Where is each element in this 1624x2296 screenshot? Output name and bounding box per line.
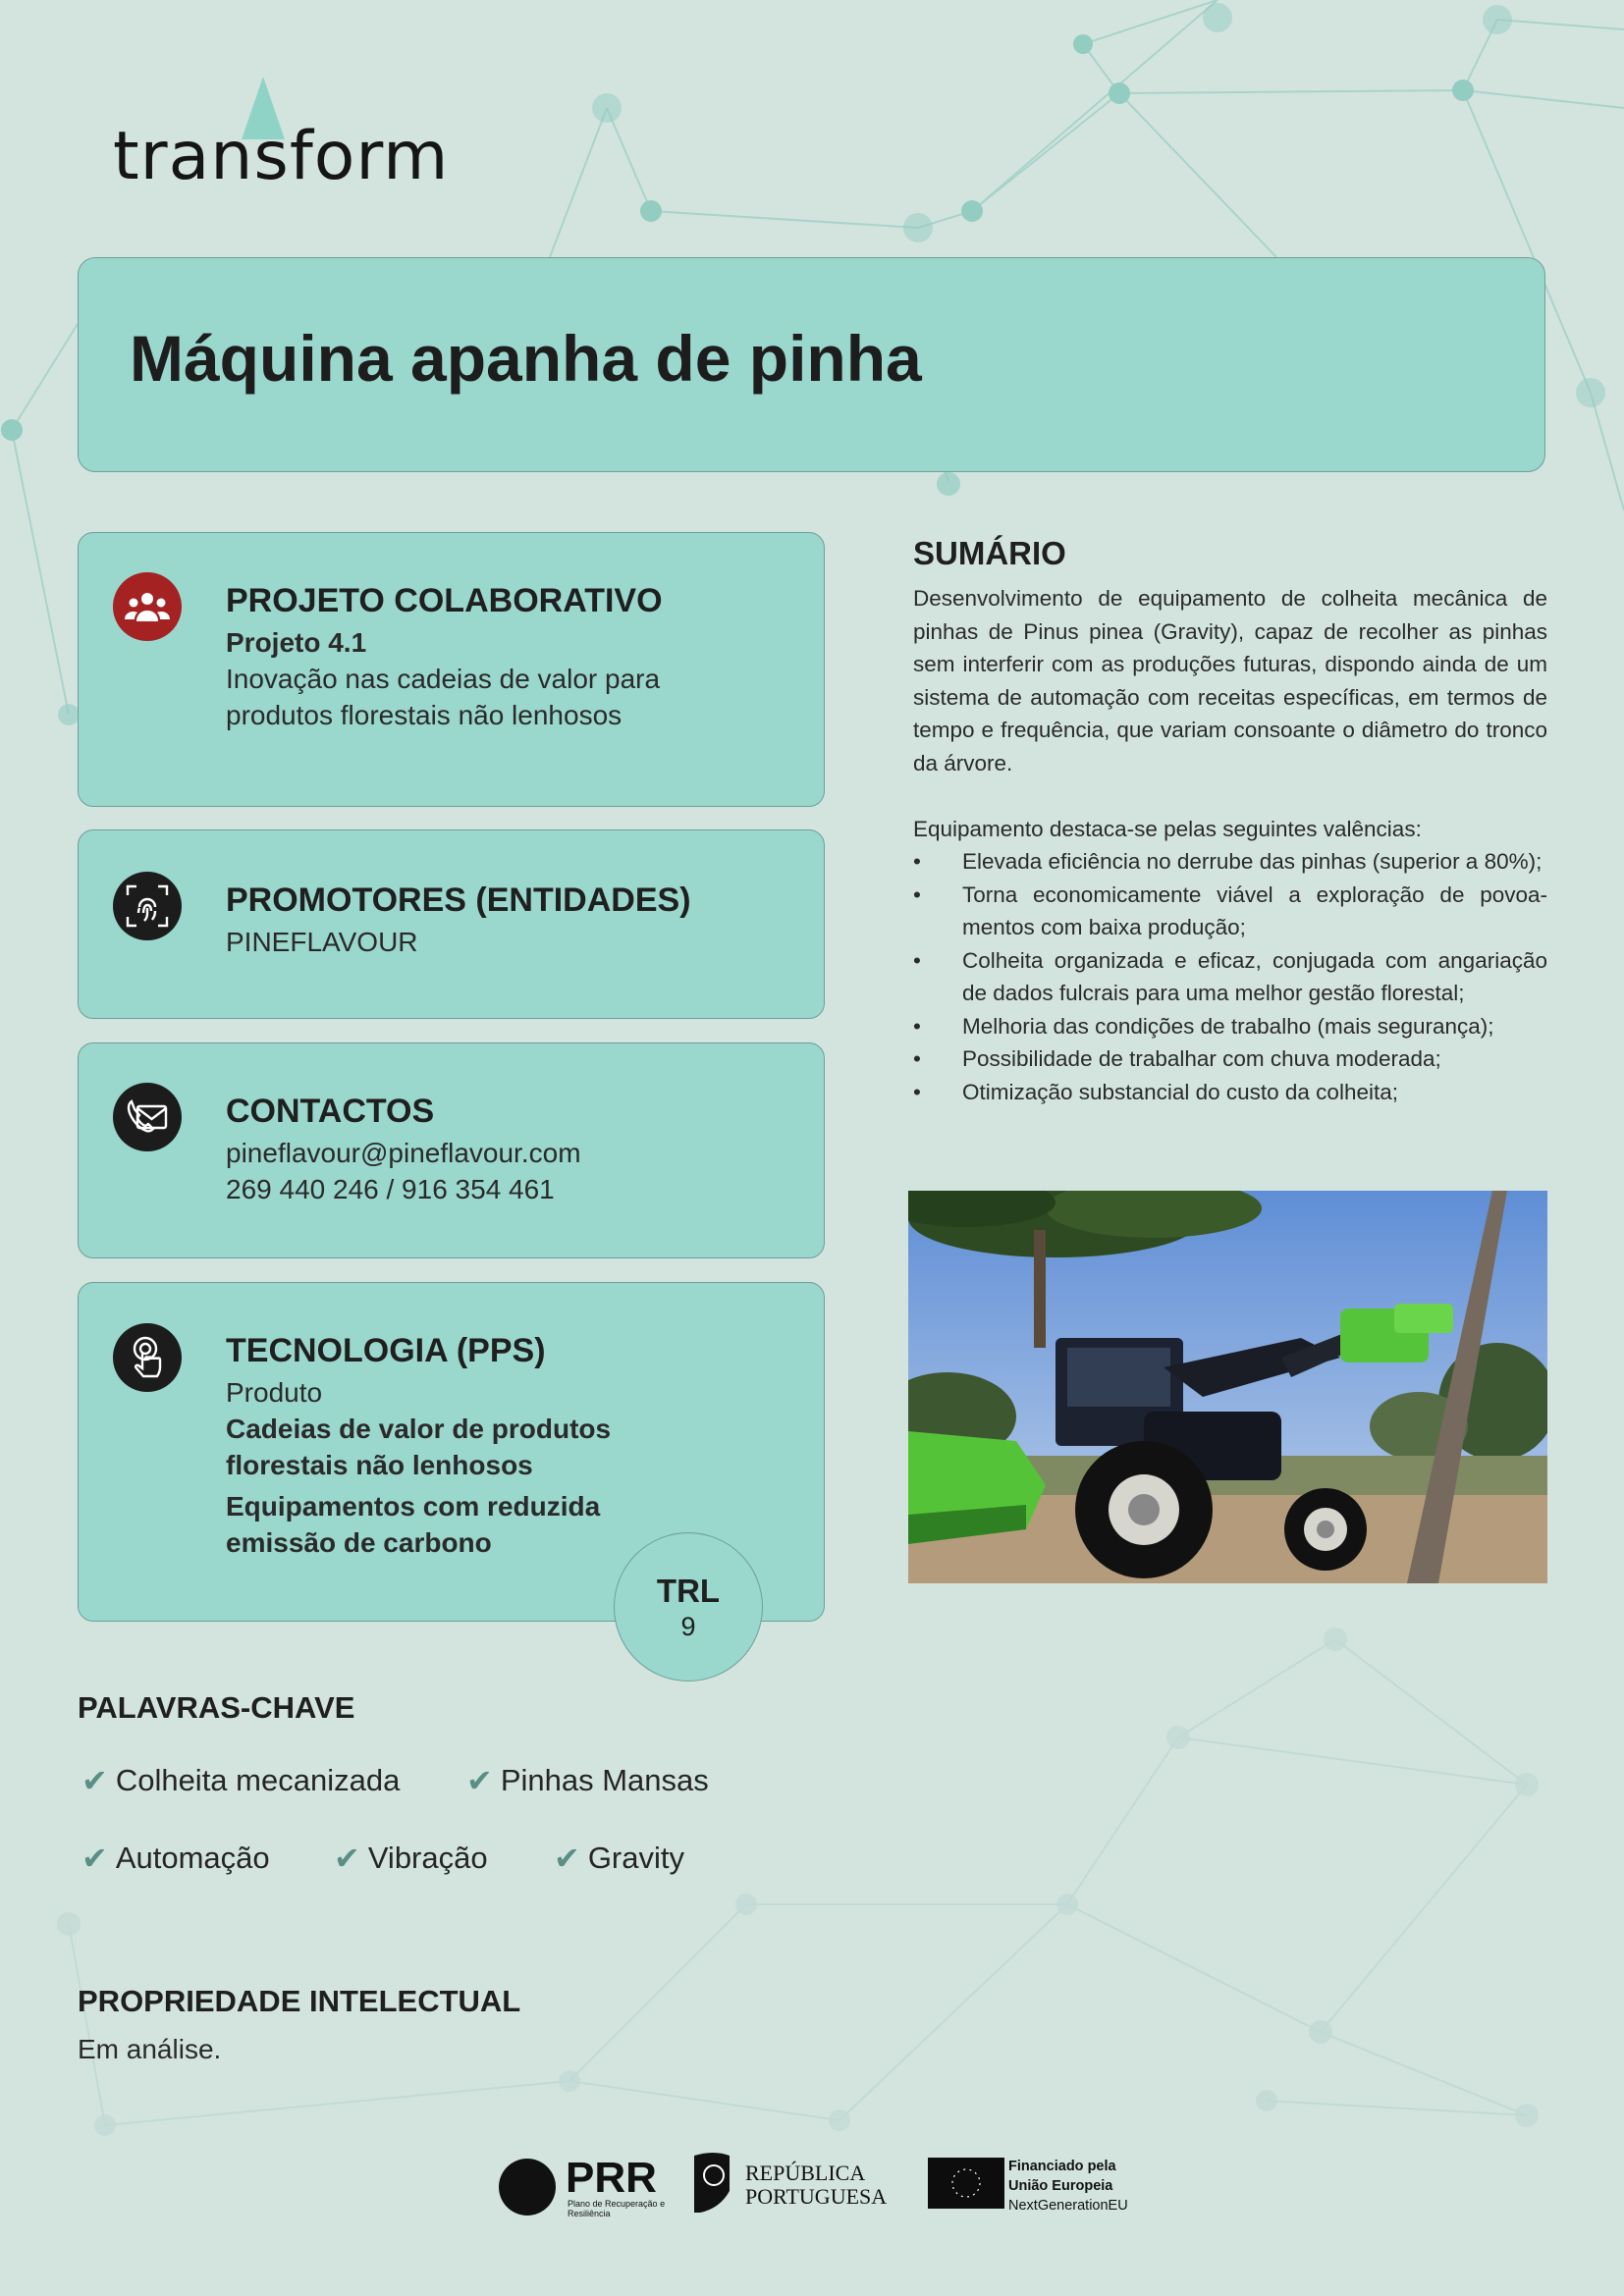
summary-heading: SUMÁRIO <box>913 535 1066 571</box>
title-banner <box>78 257 1545 472</box>
technology-area-line: Equipamentos com reduzida <box>226 1491 601 1522</box>
trl-badge <box>614 1532 763 1682</box>
list-item: • Melhoria das condições de trabalho (mais segurança); <box>913 1010 1547 1043</box>
logo-text: transform <box>113 118 450 195</box>
list-item: • Elevada eficiência no derrube das pinhas (superior a 80%); <box>913 845 1547 879</box>
keywords-heading: PALAVRAS-CHAVE <box>78 1690 355 1725</box>
republica-portuguesa-emblem-icon <box>690 2152 733 2215</box>
card-promotores <box>78 829 825 1019</box>
keyword-tag: ✔ Automação <box>81 1840 270 1877</box>
card-heading: TECNOLOGIA (PPS) <box>226 1332 546 1369</box>
funding-logos <box>499 2152 1137 2222</box>
check-icon: ✔ <box>334 1840 360 1877</box>
prr-logo-icon <box>499 2159 556 2216</box>
page-title: Máquina apanha de pinha <box>130 322 922 395</box>
project-description-line: produtos florestais não lenhosos <box>226 700 623 730</box>
list-item: • Otimização substancial do custo da colheita; <box>913 1076 1547 1109</box>
card-heading: CONTACTOS <box>226 1093 435 1130</box>
tractor-photo <box>908 1191 1547 1583</box>
promoter-name: PINEFLAVOUR <box>226 927 418 957</box>
card-heading: PROMOTORES (ENTIDADES) <box>226 881 691 919</box>
keyword-tag: ✔ Colheita mecanizada <box>81 1762 401 1799</box>
trl-value: 9 <box>680 1612 696 1641</box>
envelope-phone-icon <box>113 1083 182 1151</box>
prr-logo-subtitle: Plano de Recuperação e Resiliência <box>568 2199 666 2218</box>
card-projeto-colaborativo <box>78 532 825 807</box>
summary-list <box>913 845 1547 1108</box>
touch-icon <box>113 1323 182 1392</box>
keyword-tag: ✔ Gravity <box>554 1840 684 1877</box>
technology-area-line: Cadeias de valor de produtos <box>226 1414 612 1444</box>
contact-email-link[interactable]: pineflavour@pineflavour.com <box>226 1138 581 1168</box>
summary-list-intro: Equipamento destaca-se pelas seguintes valências: <box>913 817 1422 841</box>
card-heading: PROJETO COLABORATIVO <box>226 582 663 619</box>
fingerprint-icon <box>113 872 182 940</box>
keyword-tag: ✔ Pinhas Mansas <box>466 1762 709 1799</box>
transform-logo <box>113 77 450 195</box>
group-icon <box>113 572 182 641</box>
list-item: • Colheita organizada e eficaz, conjugada com angariação de dados fulcrais para uma melhor gestão florestal; <box>913 944 1547 1010</box>
republica-portuguesa-text: REPÚBLICA PORTUGUESA <box>745 2161 888 2209</box>
eu-funding-text: Financiado pela União Europeia NextGenerationEU <box>1008 2159 1128 2214</box>
check-icon: ✔ <box>81 1762 108 1799</box>
contact-phone: 269 440 246 / 916 354 461 <box>226 1174 555 1204</box>
list-item: • Possibilidade de trabalhar com chuva moderada; <box>913 1042 1547 1076</box>
project-description-line: Inovação nas cadeias de valor para <box>226 664 661 694</box>
card-contactos <box>78 1042 825 1258</box>
check-icon: ✔ <box>81 1840 108 1877</box>
summary-paragraph: Desenvolvimento de equipamento de colheita mecânica de pinhas de Pinus pinea (Gravity), capaz de recolher as pinhas sem interferir com as produções futuras, dispondo ainda de um sistema de automação com receitas específicas, em termos de tempo e frequência, que variam consoante o diâmetro do tronco da árvore. <box>913 586 1547 775</box>
project-number: Projeto 4.1 <box>226 627 367 658</box>
technology-area-line: emissão de carbono <box>226 1527 492 1558</box>
eu-flag-icon <box>928 2158 1004 2209</box>
ip-heading: PROPRIEDADE INTELECTUAL <box>78 1984 521 2018</box>
keyword-tag: ✔ Vibração <box>334 1840 488 1877</box>
prr-logo-text: PRR <box>566 2154 657 2202</box>
technology-type: Produto <box>226 1377 323 1408</box>
technology-area-line: florestais não lenhosos <box>226 1450 533 1480</box>
list-item: • Torna economicamente viável a exploração de povoa-mentos com baixa produção; <box>913 879 1547 944</box>
trl-label: TRL <box>656 1573 721 1609</box>
check-icon: ✔ <box>554 1840 580 1877</box>
ip-status: Em análise. <box>78 2034 222 2064</box>
check-icon: ✔ <box>466 1762 493 1799</box>
